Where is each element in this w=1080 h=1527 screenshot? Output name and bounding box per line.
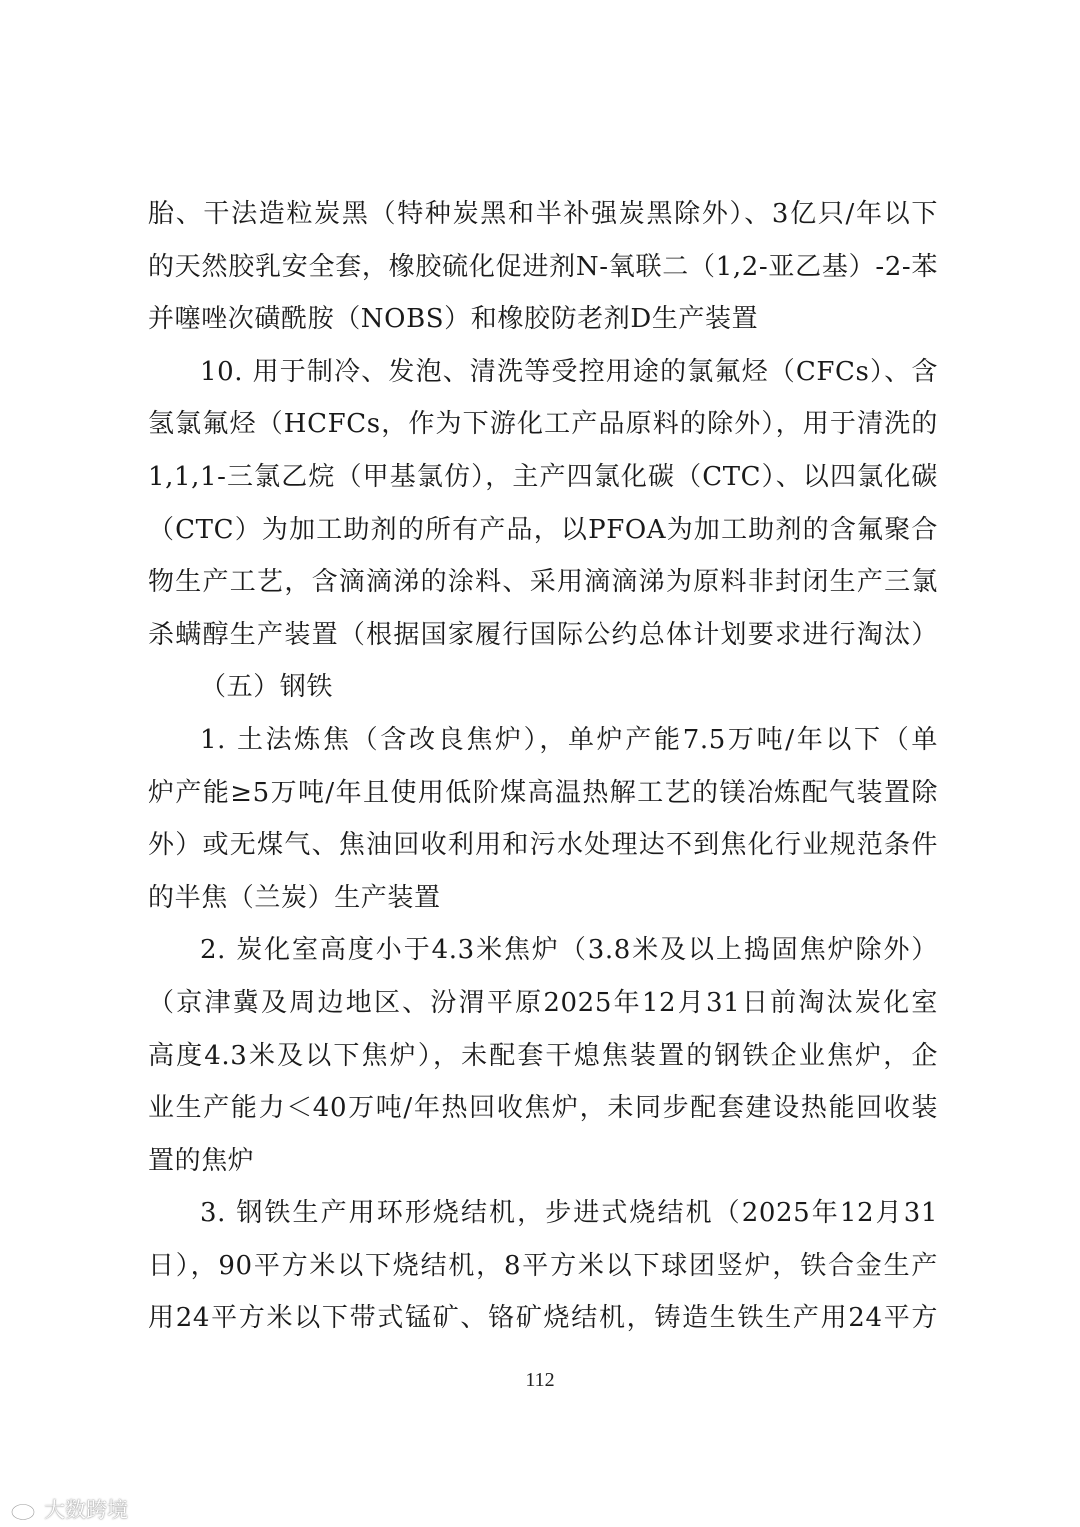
text-line: 并噻唑次磺酰胺（NOBS）和橡胶防老剂D生产装置 (148, 304, 759, 335)
text-line: 用24平方米以下带式锰矿、铬矿烧结机，铸造生铁生产用24平方 (148, 1303, 938, 1334)
text-line: 置的焦炉 (148, 1145, 255, 1176)
text-line: 的半焦（兰炭）生产装置 (148, 882, 441, 913)
text-line: 炉产能≥5万吨/年且使用低阶煤高温热解工艺的镁冶炼配气装置除 (148, 777, 938, 808)
text-line: 杀螨醇生产装置（根据国家履行国际公约总体计划要求进行淘汰） (148, 619, 938, 650)
text-line: 10. 用于制冷、发泡、清洗等受控用途的氯氟烃（CFCs）、含 (200, 356, 938, 387)
text-line: 3. 钢铁生产用环形烧结机，步进式烧结机（2025年12月31 (200, 1198, 938, 1229)
page-number: 112 (525, 1369, 555, 1391)
text-line: 外）或无煤气、焦油回收利用和污水处理达不到焦化行业规范条件 (148, 830, 938, 861)
text-line: 高度4.3米及以下焦炉），未配套干熄焦装置的钢铁企业焦炉，企 (148, 1040, 938, 1071)
text-line: （CTC）为加工助剂的所有产品，以PFOA为加工助剂的含氟聚合 (148, 514, 938, 545)
document-body (148, 188, 938, 1345)
text-line: 2. 炭化室高度小于4.3米焦炉（3.8米及以上捣固焦炉除外） (200, 935, 938, 966)
section-heading: （五）钢铁 (200, 672, 334, 703)
text-line: （京津冀及周边地区、汾渭平原2025年12月31日前淘汰炭化室 (148, 987, 938, 1018)
text-line: 的天然胶乳安全套，橡胶硫化促进剂N-氧联二（1,2-亚乙基）-2-苯 (148, 251, 938, 282)
weibo-logo-icon (10, 1497, 40, 1521)
text-line: 业生产能力＜40万吨/年热回收焦炉，未同步配套建设热能回收装 (148, 1093, 938, 1124)
text-line: 胎、干法造粒炭黑（特种炭黑和半补强炭黑除外）、3亿只/年以下 (148, 199, 938, 229)
watermark-text: 大数跨境 (44, 1498, 128, 1522)
text-line: 1. 土法炼焦（含改良焦炉），单炉产能7.5万吨/年以下（单 (200, 724, 938, 755)
watermark (10, 1494, 128, 1524)
text-line: 物生产工艺，含滴滴涕的涂料、采用滴滴涕为原料非封闭生产三氯 (148, 567, 938, 598)
text-line: 氢氯氟烃（HCFCs，作为下游化工产品原料的除外），用于清洗的 (148, 409, 938, 440)
text-line: 日），90平方米以下烧结机，8平方米以下球团竖炉，铁合金生产 (148, 1250, 938, 1281)
text-line: 1,1,1-三氯乙烷（甲基氯仿），主产四氯化碳（CTC）、以四氯化碳 (148, 461, 938, 492)
